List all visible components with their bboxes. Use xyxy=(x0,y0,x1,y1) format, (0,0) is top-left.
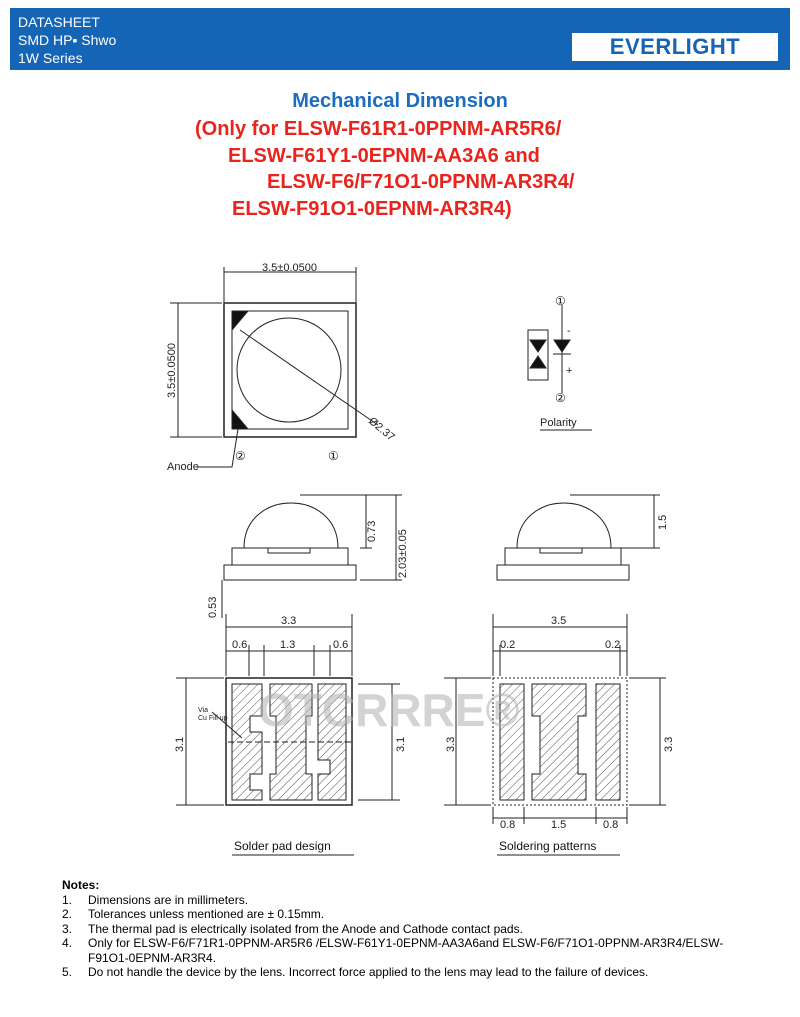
brand-logo: EVERLIGHT xyxy=(572,33,778,61)
pin-1-label: ① xyxy=(328,449,339,463)
subtitle-line-4: ELSW-F91O1-0EPNM-AR3R4) xyxy=(232,198,512,220)
pin-2-label: ② xyxy=(235,449,246,463)
subtitle-line-3: ELSW-F6/F71O1-0PPNM-AR3R4/ xyxy=(267,171,575,193)
via-label: Via xyxy=(198,707,208,714)
note-number: 1. xyxy=(62,892,73,907)
top-view xyxy=(170,267,378,467)
anode-label: Anode xyxy=(167,461,199,473)
dim-sol-02-right: 0.2 xyxy=(605,639,621,651)
note-text: Dimensions are in millimeters. xyxy=(88,892,249,907)
caption-soldering-patterns: Soldering patterns xyxy=(499,839,597,853)
dim-pad-13: 1.3 xyxy=(280,639,296,651)
dim-side-053: 0.53 xyxy=(207,596,219,618)
dim-sol-33-right: 3.3 xyxy=(663,736,675,752)
product-line: SMD HP▪ Shwo xyxy=(18,32,117,48)
dim-sol-15: 1.5 xyxy=(551,819,567,831)
dim-side-073: 0.73 xyxy=(366,520,378,542)
polarity-symbol xyxy=(528,305,592,430)
dim-top-width: 3.5±0.0500 xyxy=(262,262,317,274)
series: 1W Series xyxy=(18,50,83,66)
dim-pad-06-right: 0.6 xyxy=(333,639,349,651)
note-number: 4. xyxy=(62,936,73,950)
dim-pad-31-left: 3.1 xyxy=(174,736,186,752)
note-number: 3. xyxy=(62,921,73,936)
dim-side-15: 1.5 xyxy=(657,514,669,530)
note-number: 2. xyxy=(62,907,73,921)
side-view-left xyxy=(222,495,402,618)
dim-sol-08-right: 0.8 xyxy=(603,819,619,831)
polarity-pin-1: ① xyxy=(555,294,566,308)
dim-pad-31-right: 3.1 xyxy=(395,736,407,752)
side-view-right xyxy=(497,495,660,580)
notes-heading: Notes: xyxy=(62,878,100,892)
doc-type: DATASHEET xyxy=(18,14,100,30)
notes-section xyxy=(62,878,762,980)
dim-sol-33-left: 3.3 xyxy=(445,736,457,752)
note-item xyxy=(62,965,762,980)
note-text: The thermal pad is electrically isolated from the Anode and Cathode contact pads. xyxy=(88,921,523,936)
watermark: OTCRRRE® xyxy=(258,684,520,736)
polarity-caption: Polarity xyxy=(540,417,577,429)
page-title: Mechanical Dimension xyxy=(292,90,508,112)
dim-side-203: 2.03±0.05 xyxy=(397,529,409,578)
dim-pad-33: 3.3 xyxy=(281,615,297,627)
subtitle-line-2: ELSW-F61Y1-0EPNM-AA3A6 and xyxy=(228,145,540,167)
note-item xyxy=(62,893,762,908)
subtitle-line-1: (Only for ELSW-F61R1-0PPNM-AR5R6/ xyxy=(195,118,562,140)
dim-sol-35: 3.5 xyxy=(551,615,567,627)
dim-pad-06-left: 0.6 xyxy=(232,639,248,651)
note-item xyxy=(62,907,762,922)
polarity-minus: - xyxy=(567,325,571,337)
dim-top-height: 3.5±0.0500 xyxy=(166,343,178,398)
dim-lens-dia: Ø2.37 xyxy=(366,415,397,444)
note-text: Tolerances unless mentioned are ± 0.15mm. xyxy=(88,907,325,921)
dim-sol-02-left: 0.2 xyxy=(500,639,516,651)
note-item xyxy=(62,936,762,965)
note-number: 5. xyxy=(62,965,73,979)
note-item xyxy=(62,922,762,937)
note-text: Do not handle the device by the lens. Incorrect force applied to the lens may lead to the failure of devices. xyxy=(88,965,649,979)
cu-fill-label: Cu Fill up xyxy=(198,715,228,722)
caption-solder-pad: Solder pad design xyxy=(234,839,331,853)
dim-sol-08-left: 0.8 xyxy=(500,819,516,831)
polarity-plus: + xyxy=(566,365,573,377)
note-text: Only for ELSW-F6/F71R1-0PPNM-AR5R6 /ELSW-F61Y1-0EPNM-AA3A6and ELSW-F6/F71O1-0PPNM-AR3R4/ELSW-F91O1-0EPNM-AR3R4. xyxy=(88,936,724,965)
polarity-pin-2: ② xyxy=(555,391,566,405)
